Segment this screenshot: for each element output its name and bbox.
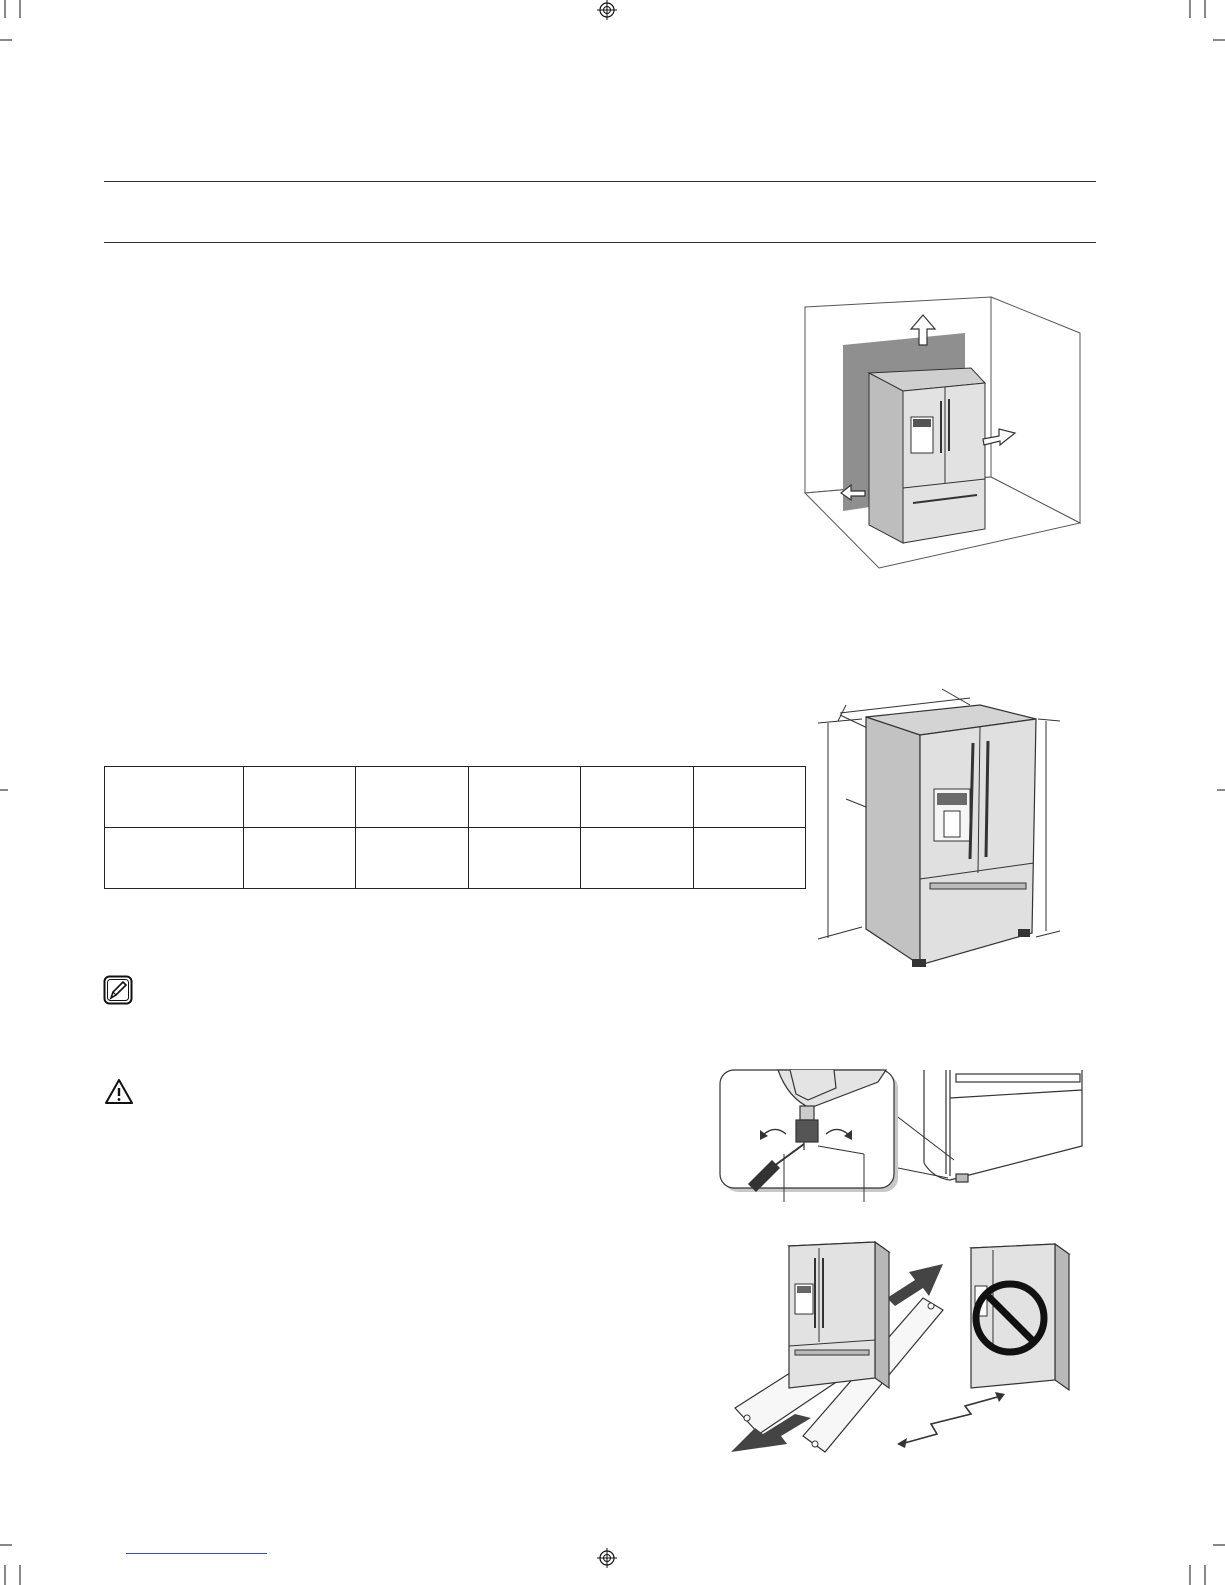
section-header xyxy=(104,195,1096,235)
note-pencil-icon xyxy=(103,975,133,1005)
table-cell xyxy=(105,828,244,889)
footer-link-underline[interactable] xyxy=(126,1553,267,1554)
table-cell xyxy=(356,767,468,828)
table-cell xyxy=(356,828,468,889)
table-row xyxy=(105,828,806,889)
registration-mark-bottom xyxy=(595,1547,619,1569)
table-cell xyxy=(581,767,693,828)
header-rule-bottom xyxy=(104,242,1096,243)
table-cell xyxy=(105,767,244,828)
table-cell xyxy=(693,767,805,828)
header-rule-top xyxy=(104,181,1096,182)
table-cell xyxy=(244,767,356,828)
dimension-table xyxy=(104,766,806,889)
refrigerator-dimensions-illustration xyxy=(810,683,1070,978)
refrigerator-clearance-illustration xyxy=(795,293,1095,573)
table-cell xyxy=(244,828,356,889)
table-cell xyxy=(581,828,693,889)
table-row xyxy=(105,767,806,828)
prohibited-icon xyxy=(970,1278,1050,1358)
table-cell xyxy=(693,828,805,889)
table-cell xyxy=(468,828,580,889)
leveling-leg-screwdriver-illustration xyxy=(718,1068,1088,1203)
caution-triangle-icon xyxy=(104,1078,134,1106)
table-cell xyxy=(468,767,580,828)
